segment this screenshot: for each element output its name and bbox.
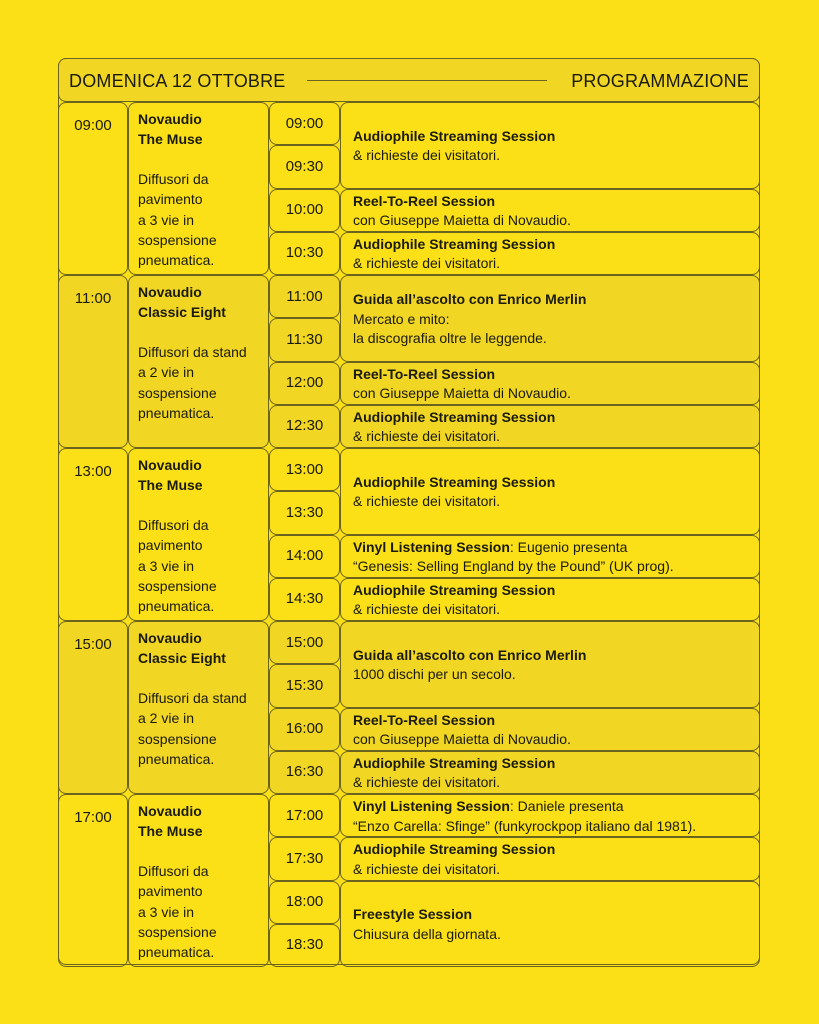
block-start-time: 09:00 <box>74 117 112 134</box>
event-cell <box>340 362 760 405</box>
event-subtitle: & richieste dei visitatori. <box>353 774 501 791</box>
event-title: Vinyl Listening Session <box>353 798 510 815</box>
event-title: Audiophile Streaming Session <box>353 473 556 490</box>
speaker-name <box>138 282 226 322</box>
event-title: Reel-To-Reel Session <box>353 711 496 728</box>
event-subtitle: & richieste dei visitatori. <box>353 493 501 510</box>
speaker-description-line: Diffusori da <box>138 517 209 533</box>
time-slot: 14:30 <box>285 590 324 608</box>
event-title: Reel-To-Reel Session <box>353 192 496 209</box>
event-title: Freestyle Session <box>353 906 473 923</box>
speaker-description-line: sospensione <box>138 730 217 747</box>
event-cell <box>340 794 760 837</box>
event-title: Audiophile Streaming Session <box>353 841 556 858</box>
event-title: Audiophile Streaming Session <box>353 235 556 252</box>
speaker-description-line: Diffusori da <box>138 863 209 879</box>
speaker-description-line: pneumatica. <box>138 598 215 615</box>
event-title-line <box>353 754 751 774</box>
event <box>353 754 751 793</box>
event-cell <box>340 535 760 578</box>
speaker-name <box>138 628 226 668</box>
block-start-time: 13:00 <box>74 463 112 480</box>
speaker-description-line: sospensione <box>138 923 217 940</box>
speaker-cell <box>128 794 269 967</box>
event-title-line <box>353 127 751 147</box>
date-title: DOMENICA 12 OTTOBRE <box>69 71 286 91</box>
event-cell <box>340 448 760 535</box>
speaker-model: Classic Eight <box>138 304 226 320</box>
time-slot-cell <box>269 621 340 664</box>
event-title: Vinyl Listening Session <box>353 538 510 555</box>
time-slot: 16:30 <box>285 763 324 781</box>
event <box>353 473 751 512</box>
time-slot-cell <box>269 535 340 578</box>
speaker-brand: Novaudio <box>138 457 202 473</box>
event-subtitle: con Giuseppe Maietta di Novaudio. <box>353 385 571 402</box>
event-title-line <box>353 473 751 493</box>
event-title-line <box>353 840 751 860</box>
time-slot-cell <box>269 578 340 621</box>
time-slot-cell <box>269 881 340 924</box>
speaker-name <box>138 455 203 495</box>
event-subtitle: Mercato e mito: <box>353 310 450 327</box>
speaker-description-line: Diffusori da stand <box>138 690 247 706</box>
time-slot-cell <box>269 794 340 837</box>
speaker-cell <box>128 621 269 794</box>
speaker-description-line: pavimento <box>138 191 203 208</box>
event-cell <box>340 708 760 751</box>
event-title: Audiophile Streaming Session <box>353 581 556 598</box>
event-title: Guida all’ascolto con Enrico Merlin <box>353 646 587 663</box>
speaker-description <box>138 169 217 270</box>
speaker-description-line: sospensione <box>138 231 217 248</box>
time-slot: 11:00 <box>286 287 323 305</box>
time-slot: 13:30 <box>285 503 324 521</box>
event-subtitle: Chiusura della giornata. <box>353 925 501 942</box>
speaker-cell <box>128 275 269 448</box>
time-slot-cell <box>269 708 340 751</box>
time-slot-cell <box>269 751 340 794</box>
program-title: PROGRAMMAZIONE <box>571 71 749 91</box>
event-subtitle: con Giuseppe Maietta di Novaudio. <box>353 731 571 748</box>
block-time-cell <box>58 621 128 794</box>
event-subtitle: & richieste dei visitatori. <box>353 428 501 445</box>
event <box>353 711 751 750</box>
event-cell <box>340 837 760 880</box>
speaker-model: Classic Eight <box>138 650 226 666</box>
time-slot: 09:00 <box>285 114 324 132</box>
event <box>353 797 751 836</box>
speaker-model: The Muse <box>138 477 203 493</box>
event-cell <box>340 578 760 621</box>
time-slot-cell <box>269 102 340 145</box>
speaker-description-line: pneumatica. <box>138 252 215 269</box>
speaker-description <box>138 342 247 423</box>
event <box>353 235 751 274</box>
speaker-description-line: Diffusori da stand <box>138 344 247 360</box>
event-title-line <box>353 711 751 731</box>
event-title-line <box>353 235 751 255</box>
event-subtitle: “Genesis: Selling England by the Pound” (UK prog). <box>353 558 674 575</box>
speaker-cell <box>128 102 269 275</box>
event <box>353 538 751 577</box>
event-cell <box>340 189 760 232</box>
event-cell <box>340 232 760 275</box>
speaker-description-line: pavimento <box>138 537 203 554</box>
time-slot-cell <box>269 275 340 318</box>
event <box>353 365 751 404</box>
event-cell <box>340 275 760 362</box>
speaker-description-line: a 2 vie in <box>138 710 195 727</box>
event-title: Reel-To-Reel Session <box>353 365 496 382</box>
event <box>353 581 751 620</box>
event-title-line <box>353 646 751 666</box>
speaker-description-line: sospensione <box>138 384 217 401</box>
event-subtitle: 1000 dischi per un secolo. <box>353 666 516 683</box>
speaker-description-line: pneumatica. <box>138 404 215 421</box>
speaker-cell <box>128 448 269 621</box>
event <box>353 192 751 231</box>
event-title-line <box>353 797 751 817</box>
event-title-line <box>353 581 751 601</box>
time-slot: 15:00 <box>285 633 324 651</box>
event-title-line <box>353 290 751 310</box>
event-cell <box>340 405 760 448</box>
event-title-line <box>353 538 751 558</box>
event-title-line <box>353 192 751 212</box>
speaker-model: The Muse <box>138 131 203 147</box>
time-slot: 18:00 <box>285 893 324 911</box>
event-cell <box>340 881 760 968</box>
time-slot-cell <box>269 362 340 405</box>
time-slot: 17:30 <box>285 849 324 867</box>
event-cell <box>340 751 760 794</box>
speaker-brand: Novaudio <box>138 284 202 300</box>
time-slot: 14:00 <box>285 547 324 565</box>
time-slot: 18:30 <box>285 936 324 954</box>
event-cell <box>340 621 760 708</box>
speaker-name <box>138 109 203 149</box>
time-slot-cell <box>269 491 340 534</box>
event-subtitle: & richieste dei visitatori. <box>353 147 501 164</box>
event-subtitle: la discografia oltre le leggende. <box>353 330 547 346</box>
block-time-cell <box>58 448 128 621</box>
event-title-detail: : Eugenio presenta <box>509 538 628 555</box>
block-time-cell <box>58 275 128 448</box>
speaker-description-line: pneumatica. <box>138 944 215 961</box>
event-subtitle: con Giuseppe Maietta di Novaudio. <box>353 212 571 229</box>
header-divider <box>307 80 547 81</box>
speaker-description-line: a 3 vie in <box>138 903 195 920</box>
event-subtitle: & richieste dei visitatori. <box>353 601 501 618</box>
time-slot-cell <box>269 837 340 880</box>
event-title: Audiophile Streaming Session <box>353 408 556 425</box>
speaker-description <box>138 515 217 616</box>
time-slot-cell <box>269 405 340 448</box>
event <box>353 905 751 944</box>
speaker-description-line: pneumatica. <box>138 750 215 767</box>
time-slot: 13:00 <box>285 460 324 478</box>
event-title: Audiophile Streaming Session <box>353 127 556 144</box>
event-subtitle: & richieste dei visitatori. <box>353 255 501 272</box>
event-subtitle: & richieste dei visitatori. <box>353 860 501 877</box>
time-slot-cell <box>269 145 340 188</box>
speaker-description-line: a 2 vie in <box>138 364 195 381</box>
speaker-description-line: pavimento <box>138 883 203 900</box>
time-slot-cell <box>269 664 340 707</box>
time-slot: 12:00 <box>285 374 324 392</box>
speaker-brand: Novaudio <box>138 630 202 646</box>
time-slot-cell <box>269 232 340 275</box>
event-title-line <box>353 408 751 428</box>
block-start-time: 17:00 <box>74 809 112 826</box>
speaker-description-line: a 3 vie in <box>138 211 195 228</box>
time-slot: 09:30 <box>285 157 324 175</box>
event <box>353 840 751 879</box>
time-slot: 17:00 <box>285 806 324 824</box>
time-slot: 10:30 <box>285 244 324 262</box>
speaker-description-line: sospensione <box>138 577 217 594</box>
event <box>353 290 751 349</box>
block-start-time: 15:00 <box>74 636 112 653</box>
event <box>353 646 751 685</box>
time-slot: 16:00 <box>285 720 324 738</box>
time-slot-cell <box>269 318 340 361</box>
event-title: Audiophile Streaming Session <box>353 754 556 771</box>
time-slot-cell <box>269 189 340 232</box>
time-slot: 10:00 <box>285 201 324 219</box>
time-slot: 11:30 <box>286 330 323 348</box>
event-title-line <box>353 905 751 925</box>
speaker-description <box>138 688 247 769</box>
speaker-description-line: Diffusori da <box>138 171 209 187</box>
speaker-description-line: a 3 vie in <box>138 557 195 574</box>
time-slot-cell <box>269 924 340 967</box>
time-slot-cell <box>269 448 340 491</box>
speaker-brand: Novaudio <box>138 803 202 819</box>
schedule-header <box>58 58 760 102</box>
time-slot: 12:30 <box>285 417 324 435</box>
event-title-detail: : Daniele presenta <box>509 798 624 815</box>
event-title: Guida all’ascolto con Enrico Merlin <box>353 291 587 307</box>
time-slot: 15:30 <box>285 676 324 694</box>
block-time-cell <box>58 794 128 967</box>
event-cell <box>340 102 760 189</box>
speaker-brand: Novaudio <box>138 111 202 127</box>
speaker-name <box>138 801 203 841</box>
event <box>353 127 751 166</box>
block-start-time: 11:00 <box>74 290 112 307</box>
speaker-model: The Muse <box>138 823 203 839</box>
event <box>353 408 751 447</box>
event-subtitle: “Enzo Carella: Sfinge” (funkyrockpop italiano dal 1981). <box>353 817 697 834</box>
speaker-description <box>138 861 217 962</box>
block-time-cell <box>58 102 128 275</box>
event-title-line <box>353 365 751 385</box>
